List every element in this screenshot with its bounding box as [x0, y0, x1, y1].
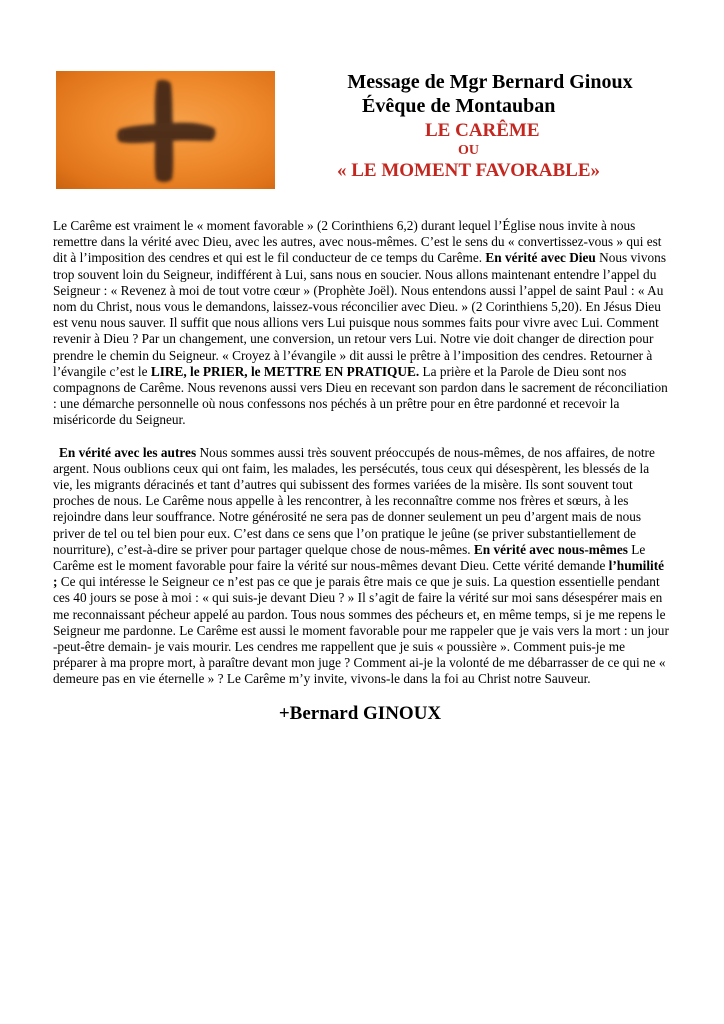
cross-icon — [56, 71, 275, 189]
section-heading-god: En vérité avec Dieu — [485, 250, 596, 266]
or-heading: OU — [458, 143, 479, 158]
signature — [0, 703, 724, 725]
message-title: Message de Mgr Bernard Ginoux — [347, 71, 633, 93]
paragraph-text: Ce qui intéresse le Seigneur ce n’est pas ce que je parais être mais ce que je suis. La question essentielle pendant ces 40 jours se pose à moi : « qui suis-je devant Dieu ? » Il s’agit de faire la vérité sur moi sans désespérer mais en me reconnaissant pécheur appelé au pardon. Tous nous sommes des pécheurs et, en même temps, si je me repens le Seigneur me pardonne. Le Carême est aussi le moment favorable pour me rappeler que je vais vers la mort : un jour -peut-être demain- je vais mourir. Les cendres me rappellent que je suis « poussière ». Comment puis-je me préparer à ma propre mort, à paraître devant mon juge ? Comment ai-je la volonté de me débarrasser de ce qui ne « demeure pas en vie éternelle » ? Le Carême m’y invite, vivons-le dans la foi au Christ notre Sauveur. — [53, 574, 669, 687]
paragraph-truth-with-god — [53, 218, 669, 429]
message-body — [53, 218, 669, 688]
bishop-title: Évêque de Montauban — [362, 95, 556, 117]
paragraph-text: Nous sommes aussi très souvent préoccupés de nous-mêmes, de nos affaires, de notre argent. Nous oublions ceux qui ont faim, les malades, les persécutés, tous ceux qui désespèrent, les blessés de la vie, les migrants déracinés et tant d’autres qui subissent des formes variées de la misère. Ils sont souvent tout proches de nous. Le Carême nous appelle à les rencontrer, à les reconnaître comme nos frères et sœurs, à les rejoindre dans leur souffrance. Notre générosité ne sera pas de donner seulement un peu d’argent mais de nous priver de tel ou tel bien pour eux. C’est dans ce sens que l’on pratique le jeûne (se priver substantiellement de nourriture), c’est-à-dire se priver pour partager quelque chose de nous-mêmes. — [53, 444, 655, 557]
title-block — [300, 70, 680, 182]
paragraph-truth-with-others — [53, 445, 669, 688]
favorable-moment-heading: « LE MOMENT FAVORABLE» — [337, 160, 601, 181]
emphasis-read-pray-practice: LIRE, le PRIER, le METTRE EN PRATIQUE. — [150, 363, 420, 379]
paragraph-text: La prière et la Parole de Dieu sont nos compagnons de Carême. Nous revenons aussi vers Dieu en recevant son pardon dans le sacrement de réconciliation : une démarche personnelle où nous confessons nos péchés à un prêtre pour en être pardonné et recevoir la miséricorde du Seigneur. — [53, 363, 668, 428]
emphasis-humility: l’humilité ; — [53, 558, 665, 590]
lent-heading: LE CARÊME — [425, 120, 540, 141]
section-heading-others: En vérité avec les autres — [59, 444, 197, 460]
paragraph-text: Le Carême est le moment favorable pour faire la vérité sur nous-mêmes devant Dieu. Cette vérité demande — [53, 541, 646, 574]
ash-cross-image — [56, 71, 275, 189]
paragraph-text: Nous vivons trop souvent loin du Seigneur, indifférent à Lui, sans nous en soucier. Nous allons maintenant entendre l’appel du Seigneur : « Revenez à moi de tout votre cœur » (Prophète Joël). Nous entendons aussi l’appel de saint Paul : « Au nom du Christ, nous vous le demandons, laissez-vous réconcilier avec Dieu. » (2 Corinthiens 5,20). En Jésus Dieu est venu nous sauver. Il suffit que nous allions vers Lui puisque nous sommes faits pour vivre avec Lui. Comment revenir à Dieu ? Par un changement, une conversion, un retour vers Lui. Notre vie doit changer de direction pour prendre le chemin du Seigneur. « Croyez à l’évangile » dit aussi le prêtre à l’imposition des cendres. Retourner à l’évangile c’est le — [53, 250, 666, 379]
signature-text: +Bernard GINOUX — [278, 703, 442, 724]
section-heading-ourselves: En vérité avec nous-mêmes — [473, 541, 628, 557]
paragraph-text: Le Carême est vraiment le « moment favorable » (2 Corinthiens 6,2) durant lequel l’Église nous invite à nous remettre dans la vérité avec Dieu, avec les autres, avec nous-mêmes. C’est le sens du « convertissez-vous » qui est dit à l’imposition des cendres et qui est le fil conducteur de ce temps du Carême. — [53, 218, 662, 266]
